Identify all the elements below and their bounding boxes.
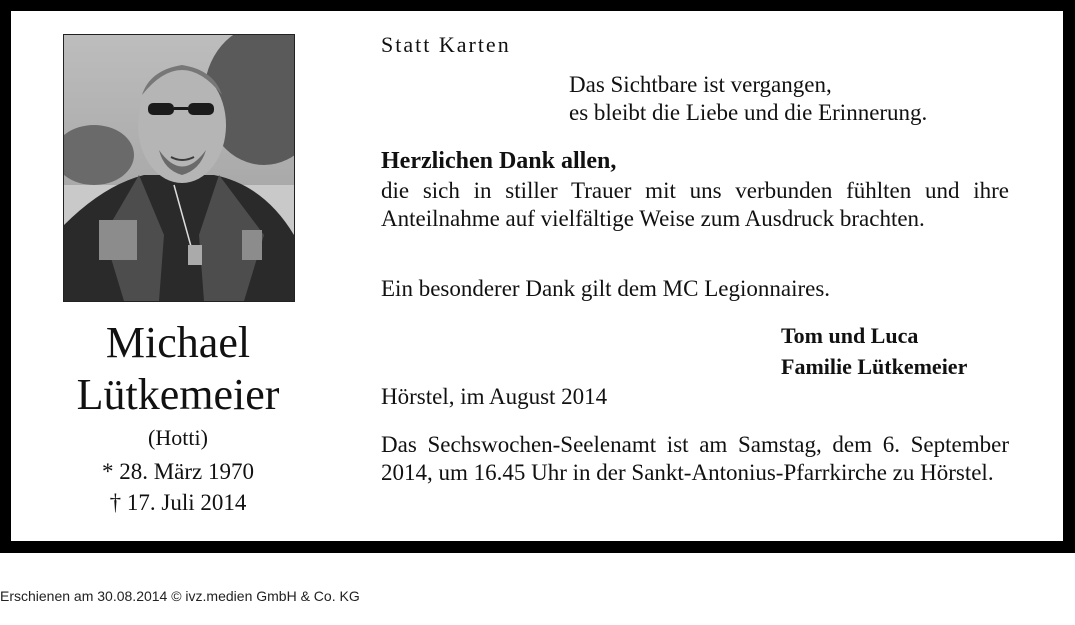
deceased-last-name: Lütkemeier xyxy=(76,370,280,419)
signature-line-1: Tom und Luca xyxy=(781,323,919,348)
signature-line-2: Familie Lütkemeier xyxy=(781,354,968,379)
portrait-photo xyxy=(63,34,295,302)
quote-line-1: Das Sichtbare ist vergangen, xyxy=(569,72,832,97)
deceased-first-name: Michael xyxy=(105,318,251,367)
death-date: † 17. Juli 2014 xyxy=(109,490,247,515)
special-thanks: Ein besonderer Dank gilt dem MC Legionnaires. xyxy=(381,276,831,301)
portrait-photo-image xyxy=(64,35,294,301)
thanks-heading: Herzlichen Dank allen, xyxy=(381,148,617,174)
deceased-nickname: (Hotti) xyxy=(148,425,208,450)
place-date: Hörstel, im August 2014 xyxy=(381,384,608,409)
mass-announcement: Das Sechswochen-Seelenamt ist am Samstag, dem 6. September 2014, um 16.45 Uhr in der Sankt-Antonius-Pfarrkirche zu Hörstel. xyxy=(381,432,1009,485)
intro-line: Statt Karten xyxy=(381,32,511,57)
birth-date: * 28. März 1970 xyxy=(101,459,255,484)
obituary-card xyxy=(11,11,1063,541)
thanks-paragraph: die sich in stiller Trauer mit uns verbunden fühlten und ihre Anteilnahme auf vielfältige Weise zum Ausdruck brachten. xyxy=(381,178,1009,231)
quote-line-2: es bleibt die Liebe und die Erinnerung. xyxy=(569,100,928,125)
publication-footer: Erschienen am 30.08.2014 © ivz.medien GmbH & Co. KG xyxy=(0,588,360,604)
